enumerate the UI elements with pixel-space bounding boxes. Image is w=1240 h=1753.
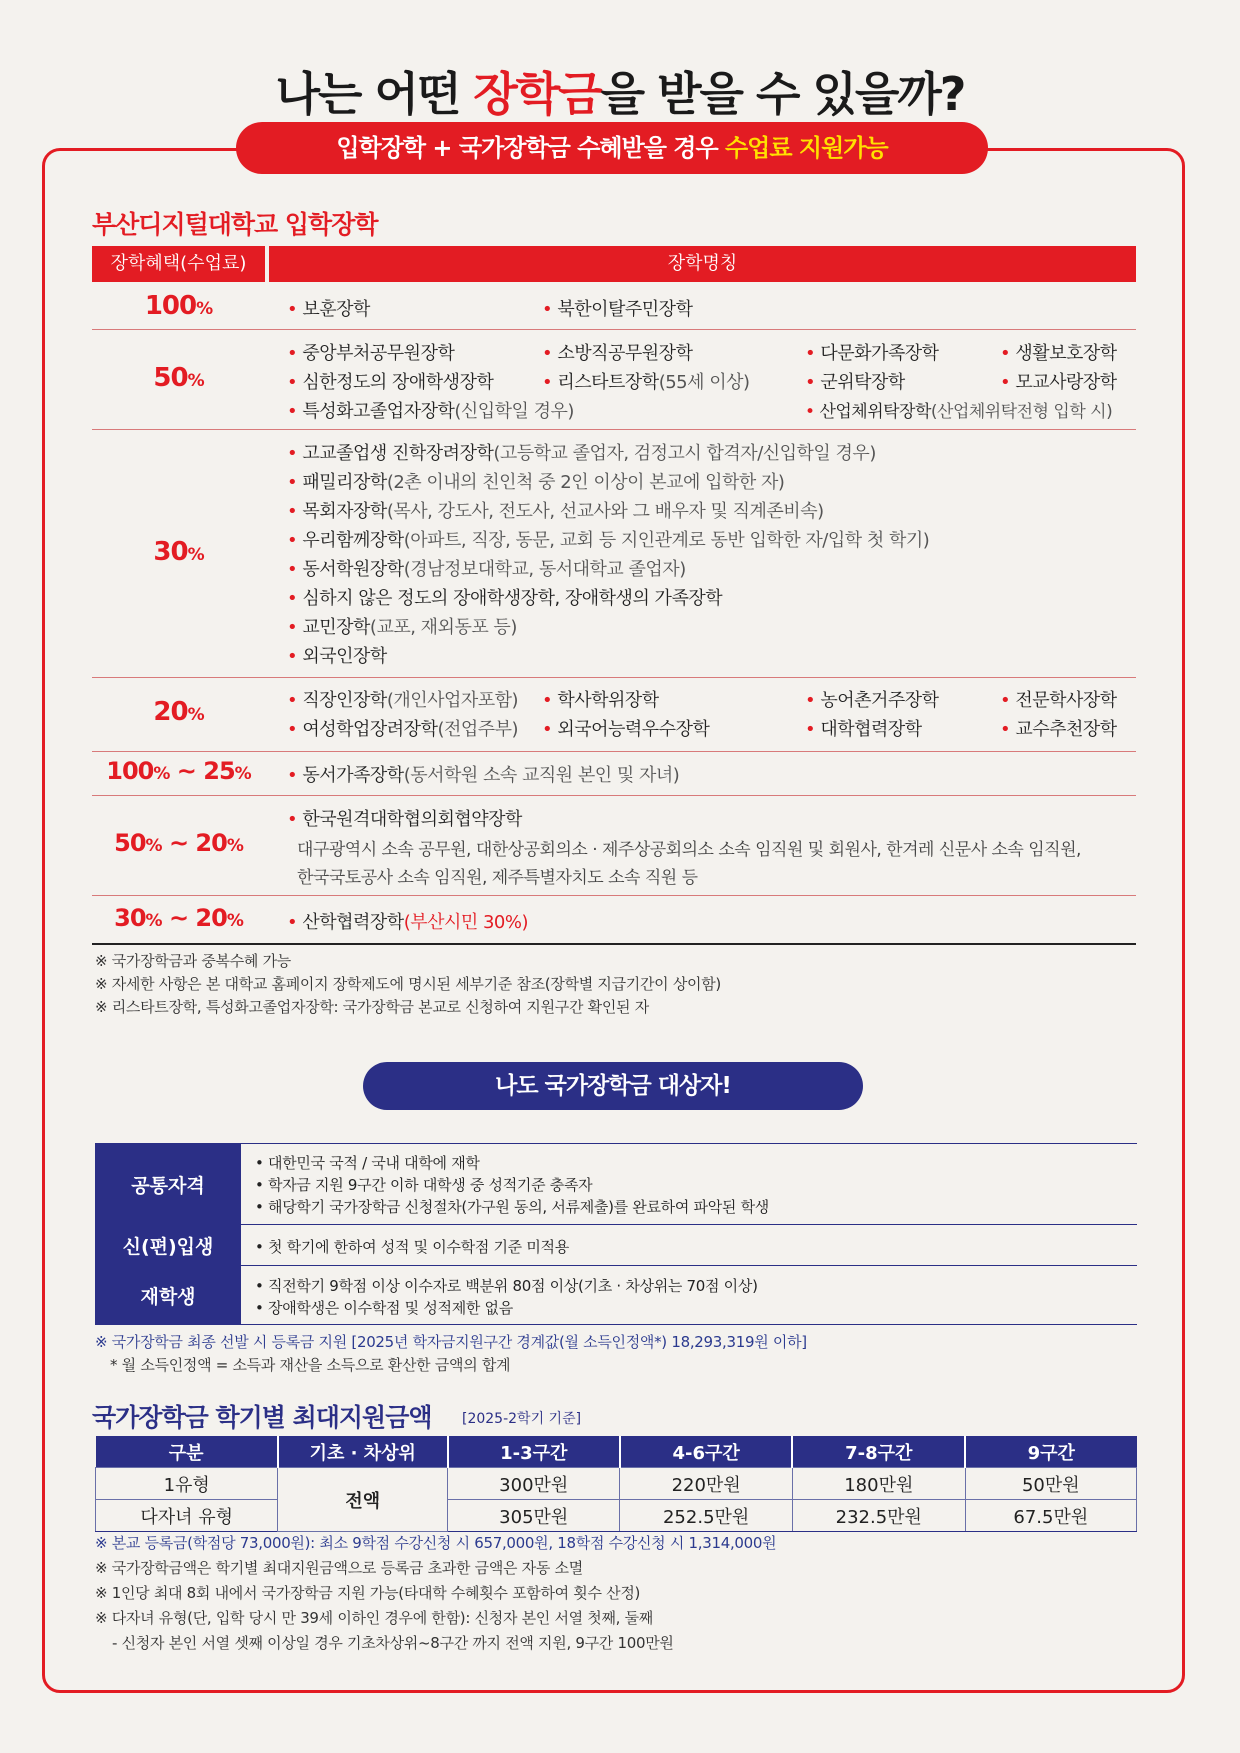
table-row bbox=[92, 329, 1136, 430]
table-row bbox=[92, 795, 1136, 896]
footnote: ※ 국가장학금과 중복수혜 가능 bbox=[95, 952, 291, 970]
table-header: 구분 bbox=[96, 1436, 278, 1468]
list-item: • 고교졸업생 진학장려장학(고등학교 졸업자, 검정고시 합격자/신입학일 경우) bbox=[287, 443, 876, 464]
list-item: • 보훈장학 bbox=[287, 299, 370, 320]
amounts-section-title: 국가장학금 학기별 최대지원금액 bbox=[92, 1403, 432, 1432]
list-item: • 우리함께장학(아파트, 직장, 동문, 교회 등 지인관계로 동반 입학한 자/입학 첫 학기) bbox=[287, 530, 930, 551]
table-row bbox=[96, 1500, 1137, 1532]
support-banner: 입학장학 + 국가장학금 수혜받을 경우 수업료 지원가능 bbox=[236, 122, 988, 174]
qualification-row bbox=[95, 1143, 1137, 1224]
rate-label: 30% ~ 20% bbox=[114, 904, 243, 932]
table-header: 1-3구간 bbox=[448, 1436, 620, 1468]
list-item: • 직장인장학(개인사업자포함) bbox=[287, 690, 519, 711]
list-item: • 군위탁장학 bbox=[805, 372, 905, 393]
table-cell: 다자녀 유형 bbox=[96, 1500, 278, 1532]
list-item: • 산학협력장학(부산시민 30%) bbox=[287, 912, 529, 933]
amounts-section-subtitle: [2025-2학기 기준] bbox=[462, 1411, 582, 1427]
rate-label: 100% ~ 25% bbox=[106, 757, 251, 785]
qualification-item: • 학자금 지원 9구간 이하 대학생 중 성적기준 충족자 bbox=[255, 1176, 593, 1194]
list-item: • 소방직공무원장학 bbox=[542, 343, 693, 364]
table-row bbox=[92, 677, 1136, 752]
list-item: • 북한이탈주민장학 bbox=[542, 299, 693, 320]
footnote: ※ 국가장학금 최종 선발 시 등록금 지원 [2025년 학자금지원구간 경계값(월 소득인정액*) 18,293,319원 이하] bbox=[95, 1333, 807, 1351]
list-item: • 동서가족장학(동서학원 소속 교직원 본인 및 자녀) bbox=[287, 765, 680, 786]
footnote: ※ 국가장학금액은 학기별 최대지원금액으로 등록금 초과한 금액은 자동 소멸 bbox=[95, 1559, 583, 1577]
rate-label: 30% bbox=[153, 537, 204, 567]
list-item: • 대학협력장학 bbox=[805, 719, 922, 740]
footnote: ※ 본교 등록금(학점당 73,000원): 최소 9학점 수강신청 시 657,000원, 18학점 수강신청 시 1,314,000원 bbox=[95, 1534, 777, 1552]
table-cell: 전액 bbox=[278, 1468, 448, 1532]
national-section-banner: 나도 국가장학금 대상자! bbox=[363, 1062, 863, 1110]
amounts-table bbox=[95, 1436, 1137, 1532]
table-row bbox=[96, 1468, 1137, 1500]
page-title: 나는 어떤 장학금을 받을 수 있을까? bbox=[275, 67, 965, 121]
list-item: • 심한정도의 장애학생장학 bbox=[287, 372, 494, 393]
table-cell: 180만원 bbox=[792, 1468, 965, 1500]
table-row bbox=[92, 283, 1136, 330]
table-header: 7-8구간 bbox=[792, 1436, 965, 1468]
list-item: • 외국인장학 bbox=[287, 646, 387, 667]
footnote: ※ 자세한 사항은 본 대학교 홈페이지 장학제도에 명시된 세부기준 참조(장학별 지급기간이 상이함) bbox=[95, 975, 721, 993]
list-item: • 산업체위탁장학(산업체위탁전형 입학 시) bbox=[805, 402, 1113, 422]
footnote: * 월 소득인정액 = 소득과 재산을 소득으로 환산한 금액의 합계 bbox=[110, 1356, 511, 1374]
table-header: 기초 · 차상위 bbox=[278, 1436, 448, 1468]
footnote: ※ 1인당 최대 8회 내에서 국가장학금 지원 가능(타대학 수혜횟수 포함하여 횟수 산정) bbox=[95, 1584, 641, 1602]
qualification-row bbox=[95, 1265, 1137, 1325]
table-cell: 300만원 bbox=[448, 1468, 620, 1500]
admission-table-header bbox=[92, 246, 1136, 282]
list-item: • 농어촌거주장학 bbox=[805, 690, 939, 711]
table-cell: 50만원 bbox=[965, 1468, 1136, 1500]
admission-section-title: 부산디지털대학교 입학장학 bbox=[92, 210, 378, 239]
table-cell: 252.5만원 bbox=[620, 1500, 793, 1532]
list-item: • 한국원격대학협의회협약장학 bbox=[287, 809, 522, 830]
col-benefit-header: 장학혜택(수업료) bbox=[92, 246, 265, 282]
list-item: • 외국어능력우수장학 bbox=[542, 719, 710, 740]
list-item: • 모교사랑장학 bbox=[1000, 372, 1117, 393]
list-item: • 중앙부처공무원장학 bbox=[287, 343, 455, 364]
qualification-label: 공통자격 bbox=[95, 1144, 241, 1224]
list-item: • 패밀리장학(2촌 이내의 친인척 중 2인 이상이 본교에 입학한 자) bbox=[287, 472, 785, 493]
list-item: • 리스타트장학(55세 이상) bbox=[542, 372, 750, 393]
qualification-item: • 첫 학기에 한하여 성적 및 이수학점 기준 미적용 bbox=[255, 1238, 569, 1256]
footnote: - 신청자 본인 서열 셋째 이상일 경우 기초차상위~8구간 까지 전액 지원, 9구간 100만원 bbox=[112, 1634, 674, 1652]
table-cell: 1유형 bbox=[96, 1468, 278, 1500]
table-header-row bbox=[96, 1436, 1137, 1468]
table-cell: 67.5만원 bbox=[965, 1500, 1136, 1532]
qualification-item: • 직전학기 9학점 이상 이수자로 백분위 80점 이상(기초 · 차상위는 70점 이상) bbox=[255, 1277, 758, 1295]
list-item: • 목회자장학(목사, 강도사, 전도사, 선교사와 그 배우자 및 직계존비속) bbox=[287, 501, 824, 522]
table-row bbox=[92, 895, 1136, 945]
list-item: • 동서학원장학(경남정보대학교, 동서대학교 졸업자) bbox=[287, 559, 686, 580]
table-header: 9구간 bbox=[965, 1436, 1136, 1468]
list-item: • 특성화고졸업자장학(신입학일 경우) bbox=[287, 401, 574, 422]
table-cell: 305만원 bbox=[448, 1500, 620, 1532]
qualification-item: • 장애학생은 이수학점 및 성적제한 없음 bbox=[255, 1299, 513, 1317]
table-cell: 232.5만원 bbox=[792, 1500, 965, 1532]
list-item: • 다문화가족장학 bbox=[805, 343, 939, 364]
list-item: • 학사학위장학 bbox=[542, 690, 659, 711]
table-header: 4-6구간 bbox=[620, 1436, 793, 1468]
rate-label: 50% bbox=[153, 363, 204, 393]
table-cell: 220만원 bbox=[620, 1468, 793, 1500]
rate-label: 50% ~ 20% bbox=[114, 829, 243, 857]
list-item: • 전문학사장학 bbox=[1000, 690, 1117, 711]
list-item: • 생활보호장학 bbox=[1000, 343, 1117, 364]
table-row bbox=[92, 751, 1136, 796]
rate-label: 20% bbox=[153, 697, 204, 727]
qualification-row bbox=[95, 1224, 1137, 1265]
footnote: ※ 리스타트장학, 특성화고졸업자장학: 국가장학금 본교로 신청하여 지원구간 확인된 자 bbox=[95, 998, 649, 1016]
col-name-header: 장학명칭 bbox=[269, 246, 1136, 282]
table-row bbox=[92, 429, 1136, 678]
list-item: • 교민장학(교포, 재외동포 등) bbox=[287, 617, 517, 638]
qualification-item: • 해당학기 국가장학금 신청절차(가구원 동의, 서류제출)를 완료하여 파악된 학생 bbox=[255, 1198, 769, 1216]
qualification-item: • 대한민국 국적 / 국내 대학에 재학 bbox=[255, 1154, 480, 1172]
list-item-detail: 대구광역시 소속 공무원, 대한상공회의소 · 제주상공회의소 소속 임직원 및 회원사, 한겨레 신문사 소속 임직원, bbox=[297, 840, 1081, 860]
rate-label: 100% bbox=[144, 291, 213, 321]
qualification-label: 재학생 bbox=[95, 1266, 241, 1324]
list-item: • 여성학업장려장학(전업주부) bbox=[287, 719, 519, 740]
list-item: • 교수추천장학 bbox=[1000, 719, 1117, 740]
list-item: • 심하지 않은 정도의 장애학생장학, 장애학생의 가족장학 bbox=[287, 588, 723, 609]
footnote: ※ 다자녀 유형(단, 입학 당시 만 39세 이하인 경우에 한함): 신청자 본인 서열 첫째, 둘째 bbox=[95, 1609, 653, 1627]
qualification-label: 신(편)입생 bbox=[95, 1225, 241, 1265]
list-item-detail: 한국국토공사 소속 임직원, 제주특별자치도 소속 직원 등 bbox=[297, 868, 698, 888]
